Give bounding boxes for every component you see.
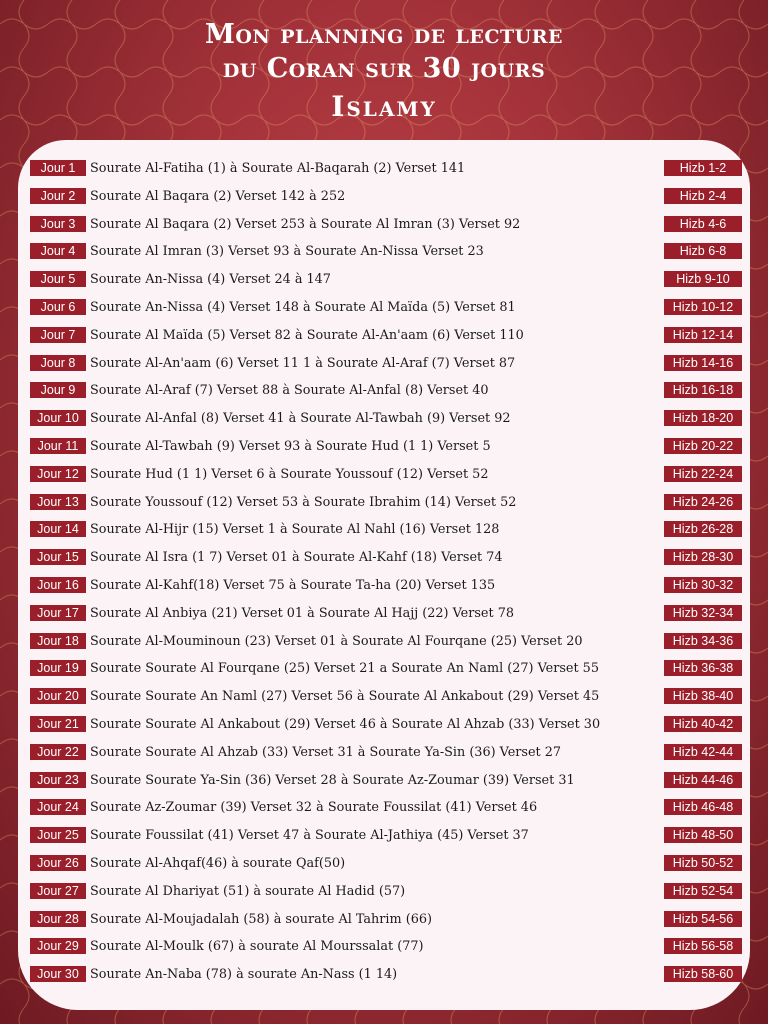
schedule-row bbox=[28, 239, 744, 267]
hizb-badge: Hizb 54-56 bbox=[664, 911, 742, 927]
day-badge: Jour 3 bbox=[30, 216, 86, 232]
reading-range: Sourate An-Nissa (4) Verset 148 à Sourate Al Maïda (5) Verset 81 bbox=[90, 299, 516, 315]
schedule-row bbox=[28, 184, 744, 212]
hizb-badge: Hizb 16-18 bbox=[664, 382, 742, 398]
schedule-row bbox=[28, 267, 744, 295]
schedule-row bbox=[28, 851, 744, 879]
schedule-row bbox=[28, 434, 744, 462]
day-badge: Jour 18 bbox=[30, 633, 86, 649]
day-badge: Jour 16 bbox=[30, 577, 86, 593]
day-badge: Jour 4 bbox=[30, 243, 86, 259]
reading-range: Sourate Al Baqara (2) Verset 253 à Sourate Al Imran (3) Verset 92 bbox=[90, 216, 521, 232]
day-badge: Jour 25 bbox=[30, 827, 86, 843]
hizb-badge: Hizb 6-8 bbox=[664, 243, 742, 259]
schedule-row bbox=[28, 517, 744, 545]
hizb-badge: Hizb 22-24 bbox=[664, 466, 742, 482]
day-badge: Jour 1 bbox=[30, 160, 86, 176]
title-line-2: du Coran sur 30 jours bbox=[222, 53, 546, 84]
reading-range: Sourate An-Nissa (4) Verset 24 à 147 bbox=[90, 272, 331, 288]
title-line-1: Mon planning de lecture bbox=[204, 19, 563, 50]
schedule-row bbox=[28, 462, 744, 490]
schedule-row bbox=[28, 295, 744, 323]
day-badge: Jour 14 bbox=[30, 521, 86, 537]
hizb-badge: Hizb 42-44 bbox=[664, 744, 742, 760]
day-badge: Jour 7 bbox=[30, 327, 86, 343]
hizb-badge: Hizb 1-2 bbox=[664, 160, 742, 176]
hizb-badge: Hizb 9-10 bbox=[664, 271, 742, 287]
day-badge: Jour 12 bbox=[30, 466, 86, 482]
schedule-row bbox=[28, 490, 744, 518]
day-badge: Jour 11 bbox=[30, 438, 86, 454]
schedule-row bbox=[28, 545, 744, 573]
day-badge: Jour 27 bbox=[30, 883, 86, 899]
hizb-badge: Hizb 52-54 bbox=[664, 883, 742, 899]
schedule-row bbox=[28, 573, 744, 601]
reading-range: Sourate Sourate Al Ankabout (29) Verset 46 à Sourate Al Ahzab (33) Verset 30 bbox=[90, 716, 601, 732]
hizb-badge: Hizb 56-58 bbox=[664, 938, 742, 954]
reading-range: Sourate Youssouf (12) Verset 53 à Sourate Ibrahim (14) Verset 52 bbox=[90, 494, 517, 510]
reading-range: Sourate Al-Mouminoun (23) Verset 01 à Sourate Al Fourqane (25) Verset 20 bbox=[90, 633, 583, 649]
day-badge: Jour 19 bbox=[30, 660, 86, 676]
reading-range: Sourate Sourate Al Ahzab (33) Verset 31 à Sourate Ya-Sin (36) Verset 27 bbox=[90, 744, 562, 760]
hizb-badge: Hizb 4-6 bbox=[664, 216, 742, 232]
day-badge: Jour 23 bbox=[30, 772, 86, 788]
hizb-badge: Hizb 10-12 bbox=[664, 299, 742, 315]
reading-range: Sourate Al-Anfal (8) Verset 41 à Sourate Al-Tawbah (9) Verset 92 bbox=[90, 411, 511, 427]
reading-range: Sourate Sourate An Naml (27) Verset 56 à Sourate Al Ankabout (29) Verset 45 bbox=[90, 689, 600, 705]
reading-range: Sourate Al Isra (1 7) Verset 01 à Sourate Al-Kahf (18) Verset 74 bbox=[90, 550, 503, 566]
hizb-badge: Hizb 36-38 bbox=[664, 660, 742, 676]
schedule-row bbox=[28, 712, 744, 740]
schedule-row bbox=[28, 934, 744, 962]
hizb-badge: Hizb 38-40 bbox=[664, 688, 742, 704]
reading-range: Sourate Al Dhariyat (51) à sourate Al Hadid (57) bbox=[90, 883, 406, 899]
schedule-row bbox=[28, 684, 744, 712]
schedule-row bbox=[28, 212, 744, 240]
hizb-badge: Hizb 14-16 bbox=[664, 355, 742, 371]
reading-range: Sourate Al-Ahqaf(46) à sourate Qaf(50) bbox=[90, 855, 346, 871]
schedule-row bbox=[28, 406, 744, 434]
day-badge: Jour 9 bbox=[30, 382, 86, 398]
hizb-badge: Hizb 26-28 bbox=[664, 521, 742, 537]
schedule-row bbox=[28, 323, 744, 351]
day-badge: Jour 24 bbox=[30, 799, 86, 815]
schedule-row bbox=[28, 656, 744, 684]
schedule-row bbox=[28, 907, 744, 935]
reading-range: Sourate Al-Kahf(18) Verset 75 à Sourate Ta-ha (20) Verset 135 bbox=[90, 577, 496, 593]
islamy-logo: Islamy bbox=[331, 90, 437, 123]
day-badge: Jour 5 bbox=[30, 271, 86, 287]
schedule-row bbox=[28, 351, 744, 379]
day-badge: Jour 17 bbox=[30, 605, 86, 621]
day-badge: Jour 22 bbox=[30, 744, 86, 760]
reading-range: Sourate Al-Moujadalah (58) à sourate Al Tahrim (66) bbox=[90, 911, 432, 927]
day-badge: Jour 10 bbox=[30, 410, 86, 426]
reading-range: Sourate An-Naba (78) à sourate An-Nass (1 14) bbox=[90, 967, 398, 983]
reading-range: Sourate Al-An'aam (6) Verset 11 1 à Sourate Al-Araf (7) Verset 87 bbox=[90, 355, 516, 371]
reading-range: Sourate Al-Hijr (15) Verset 1 à Sourate Al Nahl (16) Verset 128 bbox=[90, 522, 500, 538]
header bbox=[0, 0, 768, 135]
hizb-badge: Hizb 24-26 bbox=[664, 494, 742, 510]
hizb-badge: Hizb 50-52 bbox=[664, 855, 742, 871]
schedule-list bbox=[28, 156, 744, 990]
hizb-badge: Hizb 58-60 bbox=[664, 966, 742, 982]
day-badge: Jour 2 bbox=[30, 188, 86, 204]
hizb-badge: Hizb 18-20 bbox=[664, 410, 742, 426]
schedule-row bbox=[28, 378, 744, 406]
day-badge: Jour 29 bbox=[30, 938, 86, 954]
reading-range: Sourate Al Anbiya (21) Verset 01 à Sourate Al Hajj (22) Verset 78 bbox=[90, 605, 514, 621]
day-badge: Jour 13 bbox=[30, 494, 86, 510]
schedule-row bbox=[28, 601, 744, 629]
schedule-row bbox=[28, 879, 744, 907]
reading-range: Sourate Al Baqara (2) Verset 142 à 252 bbox=[90, 188, 346, 204]
hizb-badge: Hizb 2-4 bbox=[664, 188, 742, 204]
day-badge: Jour 15 bbox=[30, 549, 86, 565]
reading-range: Sourate Al-Tawbah (9) Verset 93 à Sourate Hud (1 1) Verset 5 bbox=[90, 438, 491, 454]
reading-range: Sourate Sourate Al Fourqane (25) Verset 21 a Sourate An Naml (27) Verset 55 bbox=[90, 661, 599, 677]
reading-range: Sourate Al Imran (3) Verset 93 à Sourate An-Nissa Verset 23 bbox=[90, 244, 484, 260]
schedule-row bbox=[28, 740, 744, 768]
reading-range: Sourate Al-Moulk (67) à sourate Al Mourssalat (77) bbox=[90, 939, 424, 955]
hizb-badge: Hizb 32-34 bbox=[664, 605, 742, 621]
hizb-badge: Hizb 28-30 bbox=[664, 549, 742, 565]
reading-range: Sourate Az-Zoumar (39) Verset 32 à Sourate Foussilat (41) Verset 46 bbox=[90, 800, 538, 816]
hizb-badge: Hizb 44-46 bbox=[664, 772, 742, 788]
schedule-row bbox=[28, 823, 744, 851]
schedule-row bbox=[28, 795, 744, 823]
day-badge: Jour 21 bbox=[30, 716, 86, 732]
hizb-badge: Hizb 12-14 bbox=[664, 327, 742, 343]
day-badge: Jour 26 bbox=[30, 855, 86, 871]
day-badge: Jour 6 bbox=[30, 299, 86, 315]
hizb-badge: Hizb 48-50 bbox=[664, 827, 742, 843]
reading-range: Sourate Al Maïda (5) Verset 82 à Sourate Al-An'aam (6) Verset 110 bbox=[90, 327, 524, 343]
hizb-badge: Hizb 30-32 bbox=[664, 577, 742, 593]
reading-range: Sourate Foussilat (41) Verset 47 à Sourate Al-Jathiya (45) Verset 37 bbox=[90, 828, 529, 844]
day-badge: Jour 20 bbox=[30, 688, 86, 704]
hizb-badge: Hizb 46-48 bbox=[664, 799, 742, 815]
reading-range: Sourate Al-Fatiha (1) à Sourate Al-Baqarah (2) Verset 141 bbox=[90, 161, 466, 176]
schedule-row bbox=[28, 156, 744, 184]
hizb-badge: Hizb 40-42 bbox=[664, 716, 742, 732]
schedule-row bbox=[28, 629, 744, 657]
hizb-badge: Hizb 34-36 bbox=[664, 633, 742, 649]
day-badge: Jour 30 bbox=[30, 966, 86, 982]
day-badge: Jour 28 bbox=[30, 911, 86, 927]
hizb-badge: Hizb 20-22 bbox=[664, 438, 742, 454]
day-badge: Jour 8 bbox=[30, 355, 86, 371]
schedule-row bbox=[28, 962, 744, 990]
schedule-row bbox=[28, 768, 744, 796]
reading-range: Sourate Hud (1 1) Verset 6 à Sourate Youssouf (12) Verset 52 bbox=[90, 466, 489, 482]
reading-range: Sourate Sourate Ya-Sin (36) Verset 28 à Sourate Az-Zoumar (39) Verset 31 bbox=[90, 772, 575, 788]
reading-range: Sourate Al-Araf (7) Verset 88 à Sourate Al-Anfal (8) Verset 40 bbox=[90, 383, 489, 399]
